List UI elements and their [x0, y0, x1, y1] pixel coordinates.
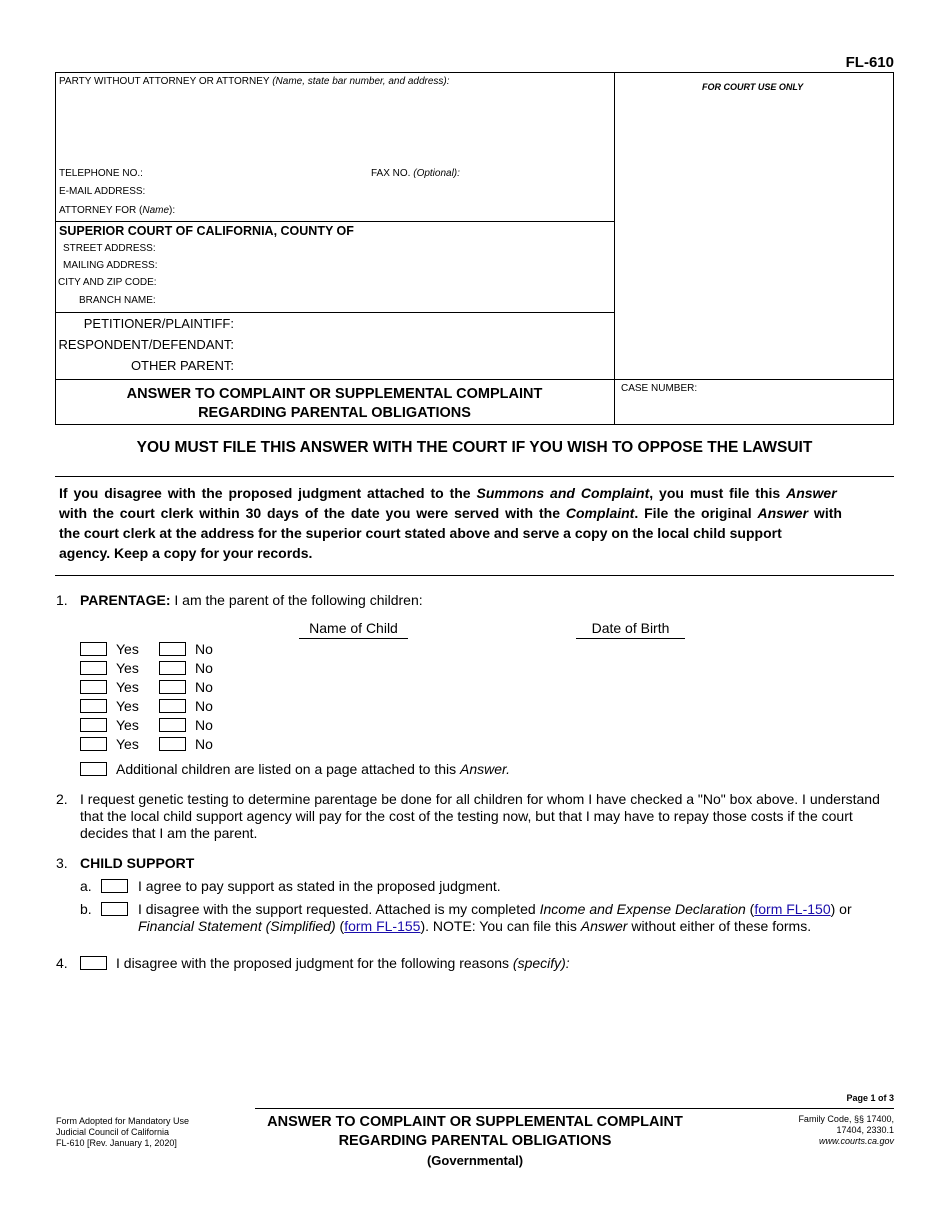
item2-line: that the local child support agency will pay for the cost of the testing now, but that I may have to repay those costs if the court [80, 808, 853, 824]
disagree-support-checkbox[interactable] [101, 902, 128, 916]
footer-right [798, 1114, 894, 1147]
telephone-label: TELEPHONE NO.: [59, 168, 143, 179]
text-run: ( [335, 918, 345, 934]
text-run: with the court clerk within 30 days of the date you were served with the [59, 505, 566, 521]
party-label-hint: (Name, state bar number, and address): [272, 76, 450, 87]
yes-label: Yes [116, 660, 139, 676]
caption-rule [55, 379, 894, 380]
text-run: (specify): [512, 955, 570, 971]
footer-title-line: ANSWER TO COMPLAINT OR SUPPLEMENTAL COMPLAINT [267, 1114, 683, 1130]
caption-rule [55, 221, 614, 222]
email-label: E-MAIL ADDRESS: [59, 186, 146, 197]
yes-checkbox[interactable] [80, 680, 107, 694]
item1-body: I am the parent of the following children: [170, 592, 423, 608]
no-label: No [195, 736, 213, 752]
yes-label: Yes [116, 679, 139, 695]
text-run: ) or [830, 901, 852, 917]
case-number-label: CASE NUMBER: [621, 383, 698, 394]
caption-title [55, 385, 614, 423]
item2-line: I request genetic testing to determine parentage be done for all children for whom I have checked a "No" box above. I understand [80, 791, 880, 807]
item4-number: 4. [56, 955, 68, 971]
caption-rule [55, 312, 614, 313]
party-label [59, 76, 450, 87]
item3b-letter: b. [80, 901, 92, 917]
attorney-for-text: ATTORNEY FOR ( [59, 205, 143, 216]
street-label: STREET ADDRESS: [63, 243, 156, 254]
party-label-text: PARTY WITHOUT ATTORNEY OR ATTORNEY [59, 76, 270, 87]
rule [55, 575, 894, 576]
no-label: No [195, 660, 213, 676]
text-run: . File the original [634, 505, 758, 521]
agree-support-checkbox[interactable] [101, 879, 128, 893]
page-indicator: Page 1 of 3 [846, 1093, 894, 1103]
item3b-line [138, 901, 852, 918]
instructions-line [59, 483, 869, 503]
footer-left-line: Judicial Council of California [56, 1127, 170, 1137]
branch-label: BRANCH NAME: [79, 295, 156, 306]
text-run: Income and Expense Declaration [539, 901, 746, 917]
instructions-line [59, 503, 869, 523]
other-parent-label: OTHER PARENT: [130, 358, 234, 373]
text-run: Financial Statement (Simplified) [138, 918, 336, 934]
text-run: Answer [757, 505, 809, 521]
yes-checkbox[interactable] [80, 642, 107, 656]
footer-left-line: Form Adopted for Mandatory Use [56, 1116, 190, 1126]
text-run: ). NOTE: You can file this [420, 918, 581, 934]
form-fl150-link[interactable]: form FL-150 [754, 901, 831, 917]
text-run: If you disagree with the proposed judgment attached to the [59, 485, 477, 501]
instructions-line: the court clerk at the address for the superior court stated above and serve a copy on the local child support [59, 525, 782, 541]
additional-children-checkbox[interactable] [80, 762, 107, 776]
item2-text [80, 791, 880, 842]
text-run: without either of these forms. [627, 918, 812, 934]
mailing-label: MAILING ADDRESS: [63, 260, 158, 271]
no-checkbox[interactable] [159, 642, 186, 656]
no-label: No [195, 698, 213, 714]
attorney-for-end: ): [169, 205, 176, 216]
no-checkbox[interactable] [159, 699, 186, 713]
yes-checkbox[interactable] [80, 699, 107, 713]
text-run: Answer [786, 485, 837, 501]
attorney-for-label [59, 205, 175, 216]
footer-right-line: Family Code, §§ 17400, [798, 1114, 894, 1124]
form-fl155-link[interactable]: form FL-155 [344, 918, 421, 934]
no-checkbox[interactable] [159, 661, 186, 675]
text-run: I disagree with the support requested. Attached is my completed [138, 901, 540, 917]
item2-number: 2. [56, 791, 68, 807]
text-run: , you must file this [649, 485, 787, 501]
yes-label: Yes [116, 641, 139, 657]
footer-title-line: (Governmental) [426, 1153, 524, 1168]
no-label: No [195, 717, 213, 733]
footer-rule [255, 1108, 894, 1109]
text-run: Answer. [460, 761, 511, 777]
text-run: Answer [580, 918, 628, 934]
court-title: SUPERIOR COURT OF CALIFORNIA, COUNTY OF [59, 224, 354, 238]
courts-website: www.courts.ca.gov [818, 1136, 894, 1146]
yes-checkbox[interactable] [80, 737, 107, 751]
no-checkbox[interactable] [159, 718, 186, 732]
column-header-name: Name of Child [299, 620, 408, 639]
item3a-text: I agree to pay support as stated in the proposed judgment. [138, 878, 501, 894]
yes-label: Yes [116, 736, 139, 752]
fax-label [371, 168, 460, 179]
text-run: Complaint [565, 505, 635, 521]
no-label: No [195, 641, 213, 657]
text-run: with [808, 505, 842, 521]
item4-text [116, 955, 570, 972]
caption-divider [614, 72, 615, 425]
footer-title-line: REGARDING PARENTAL OBLIGATIONS [338, 1133, 612, 1149]
footer-title [230, 1113, 720, 1170]
footer-left [56, 1116, 189, 1149]
item3a-letter: a. [80, 878, 92, 894]
instructions-paragraph [59, 483, 869, 563]
item3-number: 3. [56, 855, 68, 871]
footer-left-line: FL-610 [Rev. January 1, 2020] [56, 1138, 177, 1148]
petitioner-label: PETITIONER/PLAINTIFF: [83, 316, 234, 331]
city-zip-label: CITY AND ZIP CODE: [58, 277, 157, 288]
item1-number: 1. [56, 592, 68, 608]
text-run: Summons and Complaint [476, 485, 650, 501]
yes-checkbox[interactable] [80, 718, 107, 732]
item3-label: CHILD SUPPORT [80, 855, 195, 871]
item1-label: PARENTAGE: [80, 592, 171, 608]
no-label: No [195, 679, 213, 695]
instructions-line: agency. Keep a copy for your records. [59, 545, 313, 561]
court-use-label: FOR COURT USE ONLY [702, 82, 804, 92]
item3b-text [138, 901, 852, 935]
fax-text: FAX NO. [371, 168, 411, 179]
item1-text [80, 592, 423, 609]
yes-label: Yes [116, 717, 139, 733]
item3b-line [138, 918, 852, 935]
form-number: FL-610 [845, 54, 894, 71]
column-header-dob: Date of Birth [576, 620, 685, 639]
no-checkbox[interactable] [159, 680, 186, 694]
additional-children-text [116, 761, 510, 778]
footer-right-line: 17404, 2330.1 [836, 1125, 894, 1135]
disagree-judgment-checkbox[interactable] [80, 956, 107, 970]
no-checkbox[interactable] [159, 737, 186, 751]
yes-checkbox[interactable] [80, 661, 107, 675]
text-run: Additional children are listed on a page attached to this [116, 761, 461, 777]
fax-hint: (Optional): [413, 168, 460, 179]
caption-title-line: ANSWER TO COMPLAINT OR SUPPLEMENTAL COMPLAINT [126, 386, 543, 402]
respondent-label: RESPONDENT/DEFENDANT: [58, 337, 234, 352]
item2-line: decides that I am the parent. [80, 825, 258, 841]
caption-title-line: REGARDING PARENTAL OBLIGATIONS [198, 405, 471, 421]
warning-heading: YOU MUST FILE THIS ANSWER WITH THE COURT IF YOU WISH TO OPPOSE THE LAWSUIT [136, 439, 813, 456]
text-run: ( [745, 901, 755, 917]
yes-label: Yes [116, 698, 139, 714]
rule [55, 476, 894, 477]
text-run: I disagree with the proposed judgment for the following reasons [116, 955, 513, 971]
attorney-for-name: Name [142, 205, 170, 216]
